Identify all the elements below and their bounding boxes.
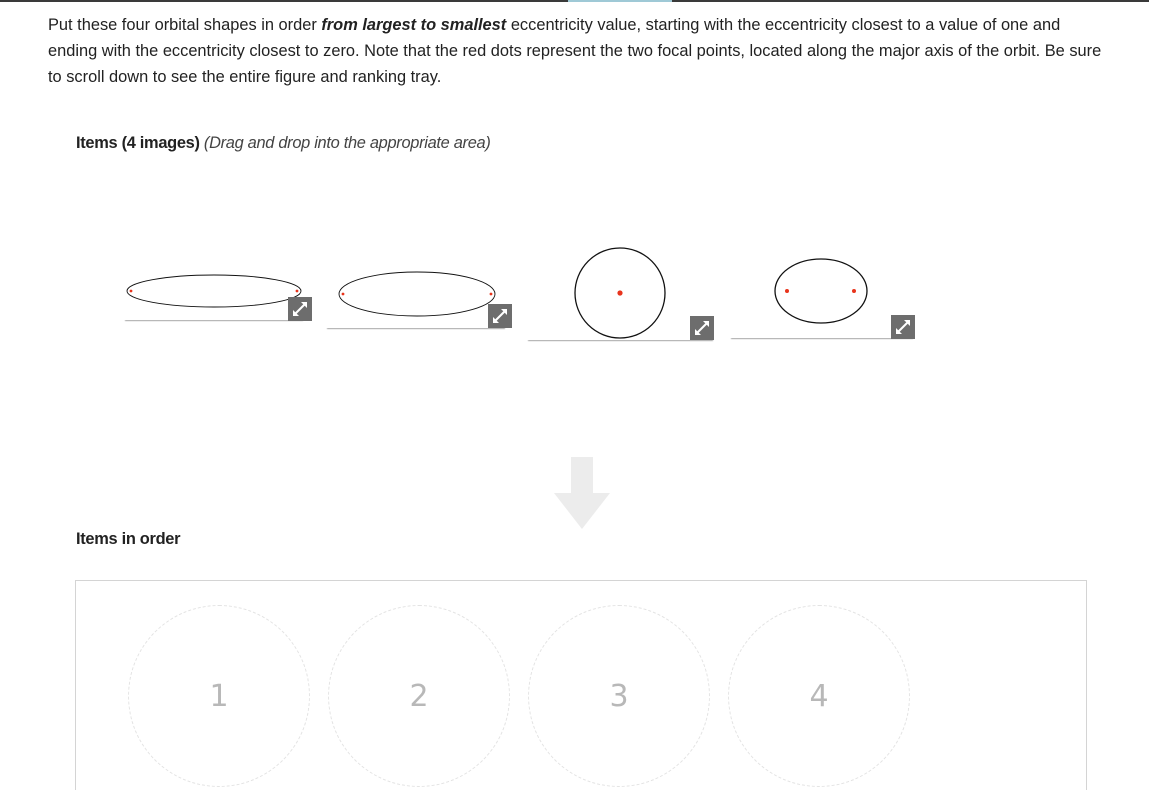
rank-slot-number: 4: [809, 678, 829, 714]
focal-point: [342, 293, 345, 296]
rank-slot-4[interactable]: [728, 605, 910, 787]
expand-button-item-3[interactable]: [690, 316, 714, 340]
rank-slot-number: 3: [609, 678, 629, 714]
rank-slot-3[interactable]: [528, 605, 710, 787]
items-heading: [76, 134, 490, 153]
focal-point: [852, 289, 856, 293]
orbit-image-3: [527, 243, 714, 340]
focal-point: [785, 289, 789, 293]
focal-point: [490, 293, 493, 296]
orbit-image-4: [730, 252, 914, 338]
expand-icon: [488, 304, 512, 328]
items-heading-label: Items (4 images): [76, 134, 200, 152]
arrow-down-icon: [554, 457, 610, 534]
orbit-image-2: [326, 262, 506, 328]
orbit-item-2[interactable]: [326, 262, 506, 328]
question-instructions: [48, 12, 1108, 90]
focal-point: [296, 290, 299, 293]
orbit-item-1[interactable]: [124, 262, 304, 320]
focal-point: [617, 290, 622, 295]
orbit-item-3[interactable]: [527, 243, 714, 340]
expand-icon: [690, 316, 714, 340]
expand-button-item-4[interactable]: [891, 315, 915, 339]
rank-slot-number: 1: [209, 678, 229, 714]
expand-icon: [288, 297, 312, 321]
orbit-image-1: [124, 262, 304, 320]
instructions-text-end: eccentricity value, starting with the eccentricity closest to a value of one and ending with the eccentricity closest to zero. Note that the red dots represent the two focal points, located along the major axis of the orbit. Be sure to scroll down to see the entire figure and ranking tray.: [48, 16, 1102, 86]
focal-point: [130, 290, 133, 293]
instructions-text-start: Put these four orbital shapes in order: [48, 16, 322, 34]
orbit-ellipse: [127, 275, 301, 307]
items-heading-hint: (Drag and drop into the appropriate area): [203, 134, 491, 152]
expand-button-item-2[interactable]: [488, 304, 512, 328]
order-heading: Items in order: [76, 530, 181, 548]
rank-slot-2[interactable]: [328, 605, 510, 787]
expand-icon: [891, 315, 915, 339]
rank-slot-number: 2: [409, 678, 429, 714]
rank-slot-1[interactable]: [128, 605, 310, 787]
top-divider-accent: [568, 0, 672, 2]
expand-button-item-1[interactable]: [288, 297, 312, 321]
instructions-emphasis: from largest to smallest: [321, 16, 507, 34]
orbit-item-4[interactable]: [730, 252, 914, 338]
orbit-ellipse: [339, 272, 495, 316]
